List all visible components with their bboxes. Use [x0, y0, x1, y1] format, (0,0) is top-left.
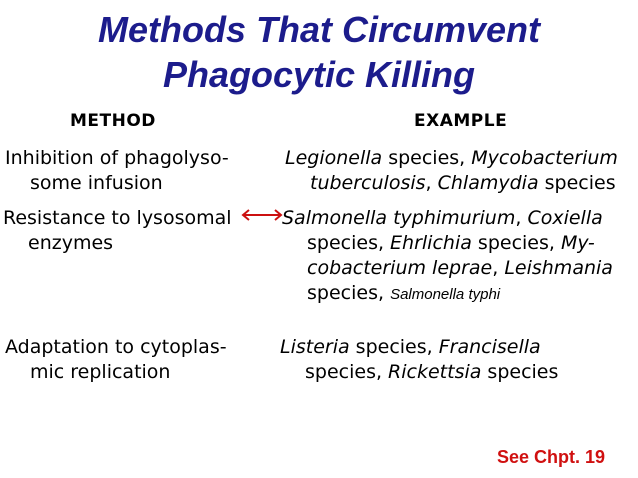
organism-name: Ehrlichia	[390, 232, 472, 254]
method-line: Resistance to lysosomal	[3, 207, 232, 229]
example-text: species,	[471, 232, 561, 254]
example-text: species,	[382, 147, 472, 169]
example-line	[282, 256, 613, 281]
example-cell-1	[285, 146, 618, 196]
chapter-reference-note: See Chpt. 19	[497, 447, 606, 467]
method-line: mic replication	[30, 361, 171, 383]
double-arrow-icon	[240, 208, 284, 222]
organism-name: Coxiella	[527, 207, 603, 229]
organism-name: Chlamydia	[437, 172, 539, 194]
example-cell-2	[282, 206, 613, 307]
example-text: species,	[305, 361, 389, 383]
example-line	[282, 206, 613, 231]
organism-name: Leishmania	[504, 257, 613, 279]
example-text: ,	[377, 282, 391, 304]
example-column-header: EXAMPLE	[414, 111, 508, 131]
method-cell-2	[3, 206, 232, 256]
organism-name: cobacterium leprae	[307, 257, 493, 279]
method-cell-3	[5, 335, 227, 385]
example-text: ,	[492, 257, 505, 279]
organism-name: Mycobacterium	[471, 147, 618, 169]
example-line	[285, 146, 618, 171]
method-line: Inhibition of phagolyso-	[5, 147, 229, 169]
example-text: species,	[307, 232, 391, 254]
method-column-header: METHOD	[70, 111, 156, 131]
organism-name: Legionella	[285, 147, 383, 169]
example-cell-3	[280, 335, 558, 385]
method-line: enzymes	[28, 232, 114, 254]
example-text: ,	[515, 207, 528, 229]
example-text: species,	[349, 336, 439, 358]
slide-title-line-2: Phagocytic Killing	[162, 54, 476, 95]
example-text: species	[307, 282, 378, 304]
example-line	[280, 360, 558, 385]
organism-name: Salmonella typhimurium	[282, 207, 516, 229]
example-line	[282, 281, 613, 307]
organism-name: Rickettsia	[388, 361, 482, 383]
organism-name: tuberculosis	[310, 172, 426, 194]
example-line	[285, 171, 618, 196]
example-line	[282, 231, 613, 256]
organism-name: Francisella	[438, 336, 541, 358]
organism-name: Salmonella typhi	[390, 286, 501, 303]
method-line: Adaptation to cytoplas-	[5, 336, 227, 358]
example-text: species	[481, 361, 559, 383]
method-cell-1	[5, 146, 229, 196]
slide-title-line-1: Methods That Circumvent	[97, 9, 541, 50]
organism-name: Listeria	[280, 336, 350, 358]
organism-name: My-	[560, 232, 595, 254]
example-text: ,	[425, 172, 438, 194]
example-line	[280, 335, 558, 360]
method-line: some infusion	[30, 172, 163, 194]
example-text: species	[538, 172, 616, 194]
